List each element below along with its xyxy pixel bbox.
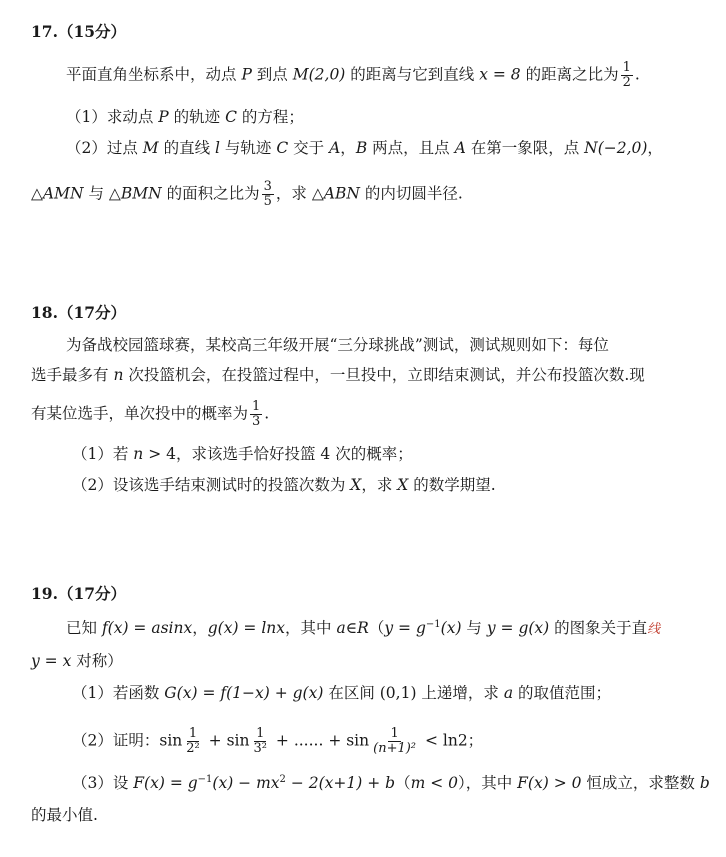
text: ， [647, 139, 663, 157]
triangle-ABN: ABN [323, 184, 360, 203]
q19-part3-cont: 的最小值. [31, 806, 98, 824]
text: ，其中 [285, 619, 337, 637]
F-positive: F(x) > 0 [517, 774, 582, 792]
text: > 4，求该选手恰好投篮 4 次的概率； [143, 445, 413, 463]
text: 与轨迹 [220, 139, 277, 157]
text: 与 [461, 619, 487, 637]
text: （2）证明：sin [72, 731, 183, 750]
q19-stem-line2 [31, 650, 123, 672]
text: 与 △ [83, 184, 121, 203]
F-definition: − 2(x+1) + b [285, 774, 396, 792]
q19-stem-line1 [66, 617, 660, 641]
text: 交于 [288, 139, 330, 157]
fraction-1-over-n1sq [371, 727, 418, 756]
text: 已知 [66, 619, 102, 637]
y-equals-x: y = x [31, 652, 72, 670]
a-in-R: a∈R [336, 619, 369, 637]
text: 选手最多有 [31, 366, 114, 384]
text: （ [368, 619, 385, 637]
q18-stem-line2 [31, 364, 645, 386]
point-M: M(2,0) [292, 65, 346, 84]
text: 的距离之比为 [520, 65, 619, 84]
fraction-1-over-3sq [252, 727, 269, 756]
text: 的距离与它到直线 [345, 65, 480, 84]
fraction-1-over-2sq [184, 727, 201, 756]
superscript: 2 [279, 773, 286, 785]
text: 平面直角坐标系中，动点 [66, 65, 242, 84]
numerator: 1 [390, 726, 399, 741]
q19-part1 [72, 682, 611, 704]
text: （ [395, 774, 411, 792]
text: 在第一象限，点 [465, 139, 585, 157]
text: （2）过点 [66, 139, 143, 157]
var-P: P [158, 108, 169, 126]
var-B: B [355, 139, 368, 157]
q19-part2 [72, 727, 483, 756]
var-M: M [142, 139, 159, 157]
numerator: 1 [256, 726, 265, 741]
q18-part2 [72, 474, 496, 496]
text: （3）设 [72, 774, 134, 792]
text: （1）若 [72, 445, 134, 463]
fraction-three-fifths [262, 180, 274, 209]
G-definition: G(x) = f(1−x) + g(x) [164, 684, 324, 702]
var-X: X [350, 476, 362, 494]
var-A: A [329, 139, 341, 157]
text: （1）若函数 [72, 684, 165, 702]
text: 的方程； [236, 108, 304, 126]
var-b: b [699, 774, 710, 792]
denominator: 2 [622, 75, 631, 90]
denominator: 2² [186, 741, 200, 756]
pen-mark: 线 [647, 622, 661, 637]
line-equation: x = 8 [479, 65, 521, 84]
q18-stem-line3 [31, 400, 269, 429]
var-C: C [225, 108, 237, 126]
denominator: (n+1)² [373, 741, 417, 756]
text: 的数学期望. [408, 476, 496, 494]
F-definition: (x) − mx [212, 774, 280, 792]
numerator: 1 [622, 60, 631, 75]
denominator: 3 [252, 414, 261, 429]
numerator: 1 [252, 399, 261, 414]
text: . [634, 65, 640, 84]
q17-stem [66, 61, 640, 90]
var-n: n [113, 366, 124, 384]
text: 恒成立，求整数 [581, 774, 700, 792]
var-C: C [276, 139, 289, 157]
var-a: a [503, 684, 514, 702]
q19-header: 19.（17分） [31, 584, 127, 603]
superscript: −1 [197, 773, 213, 785]
q18-header: 18.（17分） [31, 303, 127, 322]
text: （1）求动点 [66, 108, 159, 126]
text: ， [340, 139, 356, 157]
text: 有某位选手，单次投中的概率为 [31, 404, 249, 423]
text: 的直线 [158, 139, 216, 157]
text: 的内切圆半径. [359, 184, 463, 203]
var-A: A [454, 139, 466, 157]
text: △ [31, 184, 43, 203]
f-definition: f(x) = asinx [101, 619, 193, 637]
q18-part1 [72, 443, 413, 465]
q17-part1 [66, 106, 304, 128]
q19-part3 [72, 772, 710, 794]
var-n: n [133, 445, 144, 463]
triangle-AMN: AMN [42, 184, 84, 203]
var-P: P [241, 65, 252, 84]
text: 的面积之比为 [161, 184, 260, 203]
g-definition: g(x) = lnx [207, 619, 286, 637]
var-X: X [397, 476, 409, 494]
text: + ...... + sin [270, 731, 370, 750]
denominator: 3² [253, 741, 267, 756]
F-definition: F(x) = g [133, 774, 198, 792]
superscript: −1 [425, 618, 441, 630]
text: （2）设该选手结束测试时的投篮次数为 [72, 476, 351, 494]
text: 的轨迹 [168, 108, 226, 126]
text: 在区间 (0,1) 上递增，求 [323, 684, 504, 702]
text: 的图象关于直 [549, 619, 648, 637]
denominator: 5 [263, 194, 272, 209]
q17-header: 17.（15分） [31, 22, 127, 41]
text: 到点 [251, 65, 293, 84]
triangle-BMN: BMN [120, 184, 162, 203]
y-equals-g: y = g(x) [486, 619, 550, 637]
text: 的取值范围； [513, 684, 612, 702]
q18-stem-line1: 为备战校园篮球赛，某校高三年级开展“三分球挑战”测试，测试规则如下：每位 [66, 336, 609, 354]
text: 次投篮机会，在投篮过程中，一旦投中，立即结束测试，并公布投篮次数.现 [123, 366, 645, 384]
text: 两点，且点 [367, 139, 455, 157]
q17-part2 [66, 137, 663, 159]
text: ，求 △ [275, 184, 324, 203]
inverse-g-arg: (x) [440, 619, 462, 637]
point-N: N(−2,0) [584, 139, 648, 157]
numerator: 3 [263, 179, 272, 194]
text: ， [192, 619, 208, 637]
m-condition: m < 0 [410, 774, 458, 792]
text: ），其中 [457, 774, 518, 792]
text: 对称） [71, 652, 123, 670]
text: + sin [203, 731, 250, 750]
text: < ln2； [420, 731, 484, 750]
inverse-g: y = g [384, 619, 426, 637]
fraction-one-half [621, 61, 633, 90]
numerator: 1 [188, 726, 198, 741]
text: ，求 [361, 476, 398, 494]
fraction-one-third [250, 400, 262, 429]
q17-part2-cont [31, 180, 463, 209]
var-l: l [215, 139, 220, 157]
text: . [264, 404, 270, 423]
